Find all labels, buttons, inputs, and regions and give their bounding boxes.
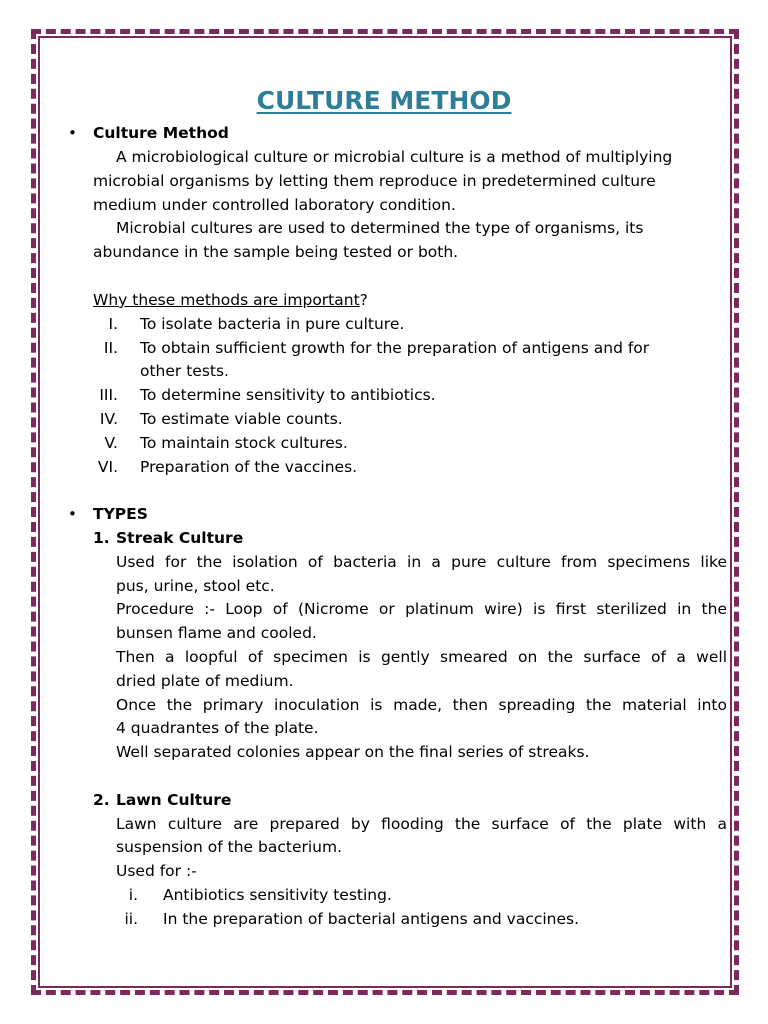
- streak-text-line: 4 quadrantes of the plate.: [116, 719, 319, 737]
- bullet-types: •: [68, 505, 77, 523]
- bullet-culture-method: •: [68, 124, 77, 142]
- types-heading: TYPES: [93, 505, 148, 523]
- streak-text-line: dried plate of medium.: [116, 672, 294, 690]
- reason-number: VI.: [97, 458, 118, 476]
- page-title: CULTURE METHOD: [256, 86, 512, 115]
- paragraph-line: Microbial cultures are used to determined the type of organisms, its: [116, 219, 644, 237]
- reason-number: IV.: [99, 410, 118, 428]
- reason-number: III.: [99, 386, 118, 404]
- reason-text: other tests.: [140, 362, 229, 380]
- streak-number: 1.: [93, 529, 110, 547]
- culture-method-heading: Culture Method: [93, 124, 229, 142]
- streak-culture-heading: Streak Culture: [116, 529, 244, 547]
- reason-text: Preparation of the vaccines.: [140, 458, 358, 476]
- streak-text-line: pus, urine, stool etc.: [116, 577, 275, 595]
- reason-number: V.: [104, 434, 118, 452]
- lawn-text-line: Lawn culture are prepared by flooding the surface of the plate with a: [116, 815, 727, 833]
- streak-text-line: bunsen flame and cooled.: [116, 624, 317, 642]
- paragraph-line: A microbiological culture or microbial culture is a method of multiplying: [116, 148, 673, 166]
- reason-number: I.: [108, 315, 118, 333]
- reason-text: To isolate bacteria in pure culture.: [140, 315, 405, 333]
- use-text: In the preparation of bacterial antigens and vaccines.: [163, 910, 580, 928]
- reason-number: II.: [103, 339, 118, 357]
- why-question-mark: ?: [359, 291, 368, 309]
- use-text: Antibiotics sensitivity testing.: [163, 886, 392, 904]
- use-number: ii.: [124, 910, 138, 928]
- reason-text: To maintain stock cultures.: [140, 434, 348, 452]
- reason-text: To estimate viable counts.: [140, 410, 343, 428]
- streak-text-line: Used for the isolation of bacteria in a pure culture from specimens like: [116, 553, 727, 571]
- lawn-text-line: suspension of the bacterium.: [116, 838, 343, 856]
- paragraph-line: medium under controlled laboratory condition.: [93, 196, 456, 214]
- streak-text-line: Once the primary inoculation is made, then spreading the material into: [116, 696, 727, 714]
- lawn-culture-heading: Lawn Culture: [116, 791, 232, 809]
- paragraph-line: abundance in the sample being tested or both.: [93, 243, 459, 261]
- lawn-number: 2.: [93, 791, 110, 809]
- reason-text: To determine sensitivity to antibiotics.: [140, 386, 436, 404]
- why-heading: Why these methods are important: [93, 291, 360, 309]
- why-heading-row: [93, 291, 368, 309]
- streak-text-line: Well separated colonies appear on the final series of streaks.: [116, 743, 590, 761]
- reason-text: To obtain sufficient growth for the preparation of antigens and for: [140, 339, 650, 357]
- lawn-text-line: Used for :-: [116, 862, 197, 880]
- paragraph-line: microbial organisms by letting them reproduce in predetermined culture: [93, 172, 656, 190]
- streak-text-line: Then a loopful of specimen is gently smeared on the surface of a well: [116, 648, 727, 666]
- streak-text-line: Procedure :- Loop of (Nicrome or platinum wire) is first sterilized in the: [116, 600, 727, 618]
- use-number: i.: [128, 886, 138, 904]
